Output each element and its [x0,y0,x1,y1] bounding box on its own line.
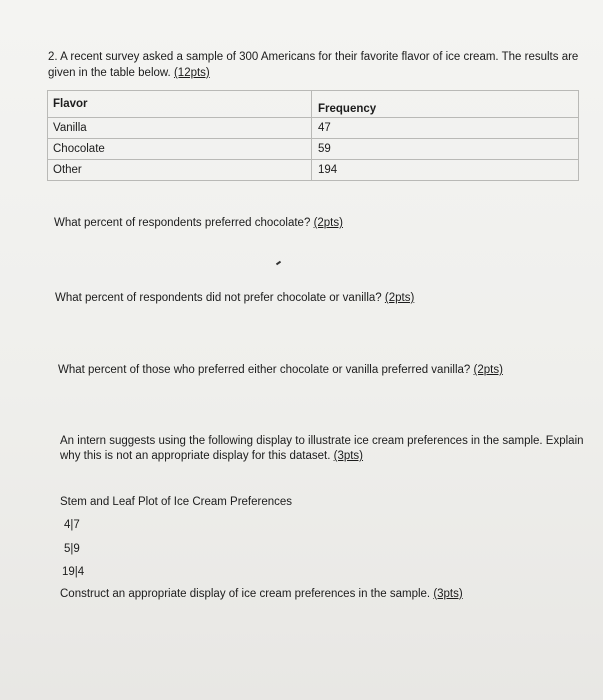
intern-points: (3pts) [333,450,364,462]
frequency-cell: 194 [312,160,579,181]
table-row [48,139,579,160]
part-a-text: What percent of respondents preferred chocolate? [54,217,311,229]
part-c [58,363,503,377]
frequency-table [47,90,579,181]
part-a-points: (2pts) [313,217,343,229]
header-flavor: Flavor [48,91,312,118]
table-header-row [48,91,579,118]
intern-text-line1: An intern suggests using the following display to illustrate ice cream preferences in the sample. Explain [60,435,584,447]
question-text: given in the table below. [48,67,171,79]
stem-leaf-row: 4|7 [64,519,80,531]
part-a [54,216,343,230]
part-b [55,291,414,305]
pen-mark [276,261,281,266]
stem-leaf-row: 19|4 [62,566,85,578]
part-c-points: (2pts) [473,364,503,376]
construct-text: Construct an appropriate display of ice cream preferences in the sample. [60,588,431,600]
table-row [48,118,579,139]
table-row [48,160,579,181]
frequency-cell: 47 [312,118,579,139]
question-points: (12pts) [173,67,210,79]
flavor-cell: Other [48,160,312,181]
frequency-cell: 59 [312,139,579,160]
part-c-text: What percent of those who preferred either chocolate or vanilla preferred vanilla? [58,364,471,376]
intern-text-line2 [60,449,363,463]
construct-points: (3pts) [433,588,463,600]
part-b-text: What percent of respondents did not prefer chocolate or vanilla? [55,292,382,304]
stem-leaf-row: 5|9 [64,543,80,555]
part-b-points: (2pts) [384,292,415,304]
flavor-cell: Chocolate [48,139,312,160]
construct-prompt [60,587,463,601]
intern-text: why this is not an appropriate display for this dataset. [60,450,331,462]
question-text-line2 [48,66,210,80]
header-frequency: Frequency [312,91,579,118]
flavor-cell: Vanilla [48,118,312,139]
question-text-line1: 2. A recent survey asked a sample of 300 Americans for their favorite flavor of ice cream. The results are [48,51,579,63]
stem-leaf-title: Stem and Leaf Plot of Ice Cream Preferences [60,496,293,508]
